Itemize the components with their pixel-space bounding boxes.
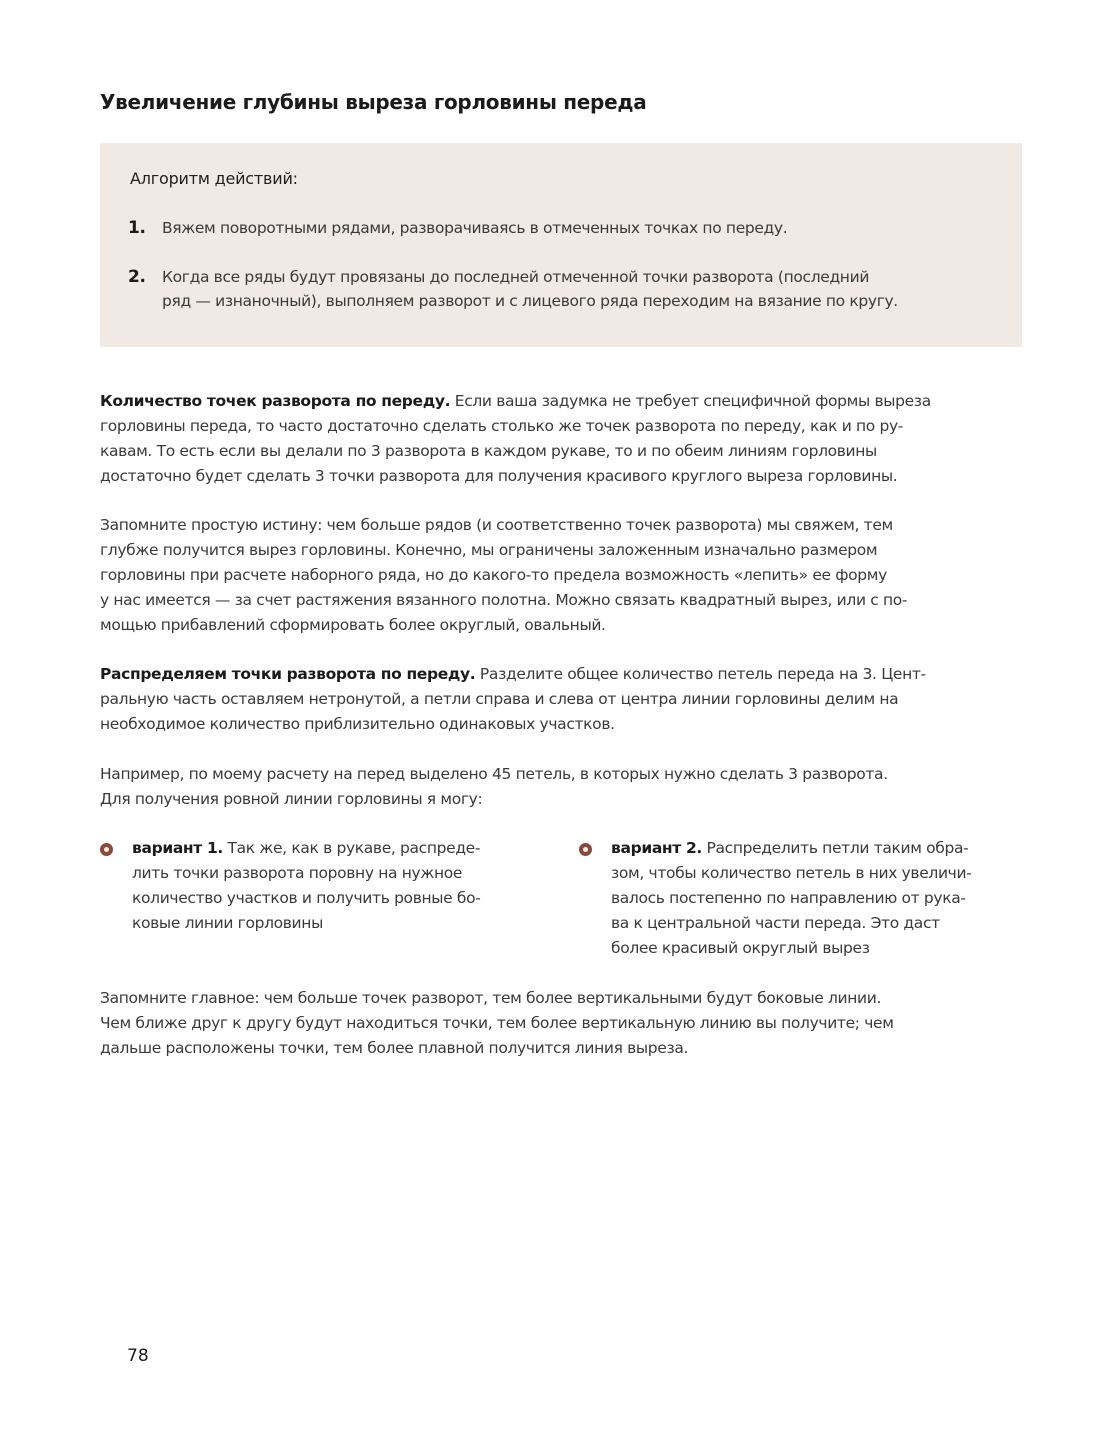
- paragraph-line: достаточно будет сделать 3 точки разворота для получения красивого круглого выреза горловины.: [100, 467, 898, 485]
- variant-line: лить точки разворота поровну на нужное: [132, 864, 463, 882]
- paragraph-line: мощью прибавлений сформировать более округлый, овальный.: [100, 616, 606, 634]
- paragraph-line: Запомните простую истину: чем больше рядов (и соответственно точек разворота) мы свяжем, тем: [100, 516, 893, 534]
- paragraph-line: горловины переда, то часто достаточно сделать столько же точек разворота по переду, как и по ру-: [100, 417, 904, 435]
- bullet-circle-icon: [100, 843, 113, 856]
- paragraph-text: Разделите общее количество петель переда на 3. Цент-: [475, 665, 926, 683]
- paragraph-line: необходимое количество приблизительно одинаковых участков.: [100, 715, 615, 733]
- variant-line: более красивый округлый вырез: [611, 939, 870, 957]
- algorithm-box: [100, 143, 1022, 347]
- paragraph-line: глубже получится вырез горловины. Конечно, мы ограничены заложенным изначально размером: [100, 541, 878, 559]
- paragraph-line: у нас имеется — за счет растяжения вязанного полотна. Можно связать квадратный вырез, или с по-: [100, 591, 908, 609]
- variant-lead: вариант 2.: [611, 839, 702, 857]
- variant-lead: вариант 1.: [132, 839, 223, 857]
- step-text-line: Вяжем поворотными рядами, разворачиваясь в отмеченных точках по переду.: [162, 219, 788, 237]
- algorithm-title: Алгоритм действий:: [130, 169, 298, 188]
- variant-1: [100, 836, 550, 936]
- paragraph-distribute-points: [100, 662, 1020, 737]
- variant-body: [132, 836, 550, 936]
- bullet-circle-icon: [579, 843, 592, 856]
- paragraph-line: горловины при расчете наборного ряда, но до какого-то предела возможность «лепить» ее форму: [100, 566, 887, 584]
- paragraph-line: Например, по моему расчету на перед выделено 45 петель, в которых нужно сделать 3 разворота.: [100, 765, 888, 783]
- paragraph-line: Для получения ровной линии горловины я могу:: [100, 790, 483, 808]
- algorithm-step: [128, 216, 992, 240]
- variant-line: [132, 836, 550, 861]
- paragraph-lead: Количество точек разворота по переду.: [100, 392, 451, 410]
- paragraph-text: Если ваша задумка не требует специфичной формы выреза: [450, 392, 931, 410]
- paragraph-example: [100, 762, 1020, 812]
- variant-line: ковые линии горловины: [132, 914, 323, 932]
- paragraph-main-point: [100, 986, 1020, 1061]
- variant-line: валось постепенно по направлению от рука-: [611, 889, 966, 907]
- variant-2: [579, 836, 1029, 961]
- paragraph-simple-truth: [100, 513, 1020, 638]
- variant-line: количество участков и получить ровные бо-: [132, 889, 481, 907]
- paragraph-line: Чем ближе друг к другу будут находиться точки, тем более вертикальную линию вы получите; чем: [100, 1014, 894, 1032]
- step-text: [162, 265, 992, 313]
- variant-line: ва к центральной части переда. Это даст: [611, 914, 940, 932]
- paragraph-line: [100, 662, 1020, 687]
- step-number: 2.: [128, 267, 146, 287]
- variant-line: [611, 836, 1029, 861]
- paragraph-front-turn-points: [100, 389, 1020, 489]
- page-number: 78: [127, 1346, 149, 1366]
- paragraph-line: ральную часть оставляем нетронутой, а петли справа и слева от центра линии горловины делим на: [100, 690, 899, 708]
- algorithm-step: [128, 265, 992, 313]
- step-text-line: Когда все ряды будут провязаны до последней отмеченной точки разворота (последний: [162, 268, 870, 286]
- variant-text: Так же, как в рукаве, распреде-: [222, 839, 481, 857]
- paragraph-line: дальше расположены точки, тем более плавной получится линия выреза.: [100, 1039, 689, 1057]
- paragraph-line: [100, 389, 1020, 414]
- paragraph-line: кавам. То есть если вы делали по 3 разворота в каждом рукаве, то и по обеим линиям горловины: [100, 442, 877, 460]
- page-title: Увеличение глубины выреза горловины переда: [100, 90, 647, 114]
- paragraph-lead: Распределяем точки разворота по переду.: [100, 665, 476, 683]
- step-text-line: ряд — изнаночный), выполняем разворот и с лицевого ряда переходим на вязание по кругу.: [162, 292, 898, 310]
- paragraph-line: Запомните главное: чем больше точек разворот, тем более вертикальными будут боковые линии.: [100, 989, 882, 1007]
- variant-line: зом, чтобы количество петель в них увеличи-: [611, 864, 972, 882]
- variant-text: Распределить петли таким обра-: [701, 839, 969, 857]
- step-text: [162, 216, 992, 240]
- step-number: 1.: [128, 218, 146, 238]
- variant-body: [611, 836, 1029, 961]
